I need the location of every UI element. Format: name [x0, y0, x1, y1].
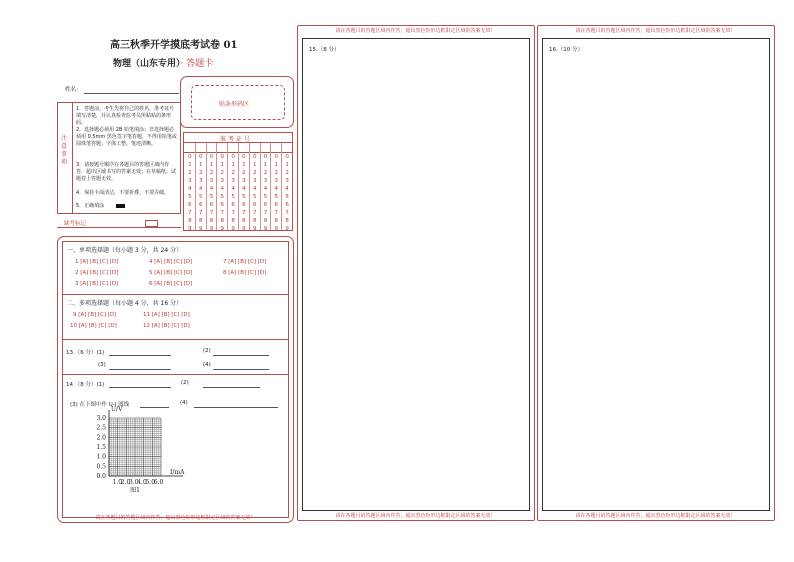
exam-column-divider [281, 143, 282, 230]
exam-digit[interactable]: 6 [231, 202, 235, 208]
exam-digit[interactable]: 9 [198, 226, 203, 232]
section2-title: 二、多项选择题（每小题 4 分，共 16 分） [67, 300, 183, 307]
exam-digit[interactable]: 9 [285, 226, 289, 232]
exam-digit[interactable]: 5 [188, 194, 192, 200]
exam-digit[interactable]: 8 [263, 218, 268, 224]
exam-digit[interactable]: 2 [220, 170, 225, 176]
exam-digit[interactable]: 0 [252, 154, 257, 160]
exam-digit[interactable]: 8 [242, 218, 246, 224]
notice-side-label: 注意事项 [61, 135, 68, 166]
notice-item-3: 3．请按题号顺序在各题目的答题区域内作答，超出区域书写的答案无效；在草稿纸、试题卷上答题无效。 [76, 162, 177, 182]
exam-digit[interactable]: 3 [263, 178, 268, 184]
exam-digit[interactable]: 9 [263, 226, 268, 232]
exam-digit-column-6[interactable] [239, 153, 249, 233]
exam-digit-column-4[interactable] [217, 153, 227, 233]
exam-column-divider [206, 143, 207, 230]
x-tick-label: 2.0 [120, 479, 131, 486]
exam-digit[interactable]: 7 [209, 210, 214, 216]
exam-digit[interactable]: 5 [209, 194, 214, 200]
exam-digit[interactable]: 5 [198, 194, 203, 200]
exam-digit-column-3[interactable] [207, 153, 217, 233]
exam-digit[interactable]: 4 [209, 186, 214, 192]
warning-left-bottom: 请在各题目的答题区域内作答，超出黑色矩形边框限定区域的答案无效！ [95, 515, 256, 521]
exam-digit[interactable]: 9 [209, 226, 214, 232]
exam-digit[interactable]: 6 [252, 202, 257, 208]
q14-label: 14.（8 分）(1) [66, 382, 105, 388]
exam-digit[interactable]: 0 [198, 154, 203, 160]
multi-choice-section [62, 294, 289, 340]
q13-part2-label: (2) [203, 348, 211, 354]
subtitle-subject: 物理（山东专用） [113, 59, 181, 69]
exam-digit[interactable]: 5 [285, 194, 289, 200]
barcode-area [191, 85, 285, 120]
exam-digit[interactable]: 7 [231, 210, 235, 216]
x-tick-label: 6.0 [153, 479, 164, 486]
warning-right-bottom: 请在各题目的答题区域内作答，超出黑色矩形边框限定区域的答案无效！ [575, 513, 736, 519]
name-field[interactable] [84, 93, 179, 94]
exam-digit[interactable]: 4 [285, 186, 289, 192]
barcode-area-frame [180, 76, 294, 128]
q14-part3-label: (3) 在下图中作 U-I 图线 [70, 402, 130, 408]
exam-number-box [183, 132, 293, 231]
exam-digit[interactable]: 3 [220, 178, 225, 184]
exam-number-label: 准考证号 [220, 136, 253, 143]
warning-right-top: 请在各题目的答题区域内作答，超出黑色矩形边框限定区域的答案无效！ [575, 28, 736, 34]
q15-inner-box[interactable] [302, 38, 530, 511]
q13-label: 13.（6 分）(1) [66, 350, 105, 356]
exam-digit[interactable]: 2 [242, 170, 246, 176]
exam-digit[interactable]: 9 [220, 226, 225, 232]
exam-digit[interactable]: 6 [274, 202, 279, 208]
absent-mark-label: 缺考标记 [64, 221, 87, 227]
page-subtitle [113, 56, 213, 69]
graph-caption: 图1 [130, 487, 140, 494]
exam-digit[interactable]: 7 [252, 210, 257, 216]
exam-digit[interactable]: 8 [274, 218, 279, 224]
answer-choice-7[interactable]: 7 [A] [B] [C] [D] [223, 259, 267, 265]
section1-title: 一、单项选择题（每小题 3 分，共 24 分） [67, 247, 183, 254]
exam-digit[interactable]: 1 [188, 162, 192, 168]
exam-digit[interactable]: 8 [231, 218, 235, 224]
exam-digit[interactable]: 1 [285, 162, 289, 168]
exam-digit[interactable]: 6 [188, 202, 192, 208]
exam-digit[interactable]: 9 [231, 226, 235, 232]
exam-digit[interactable]: 3 [252, 178, 257, 184]
y-tick-label: 2.5 [96, 424, 106, 432]
q14-answer-4[interactable] [194, 407, 278, 408]
x-tick-label: 4.0 [137, 479, 147, 486]
q14-part2-label: (2) [181, 380, 189, 386]
q14-section [62, 374, 289, 518]
exam-digit[interactable]: 0 [220, 154, 225, 160]
exam-digit[interactable]: 4 [220, 186, 225, 192]
exam-digit[interactable]: 9 [242, 226, 246, 232]
exam-column-divider [195, 143, 196, 230]
exam-digit[interactable]: 5 [220, 194, 225, 200]
exam-digit[interactable]: 5 [242, 194, 246, 200]
q13-answer-4[interactable] [213, 369, 269, 370]
notice-item-1: 1．答题前，考生先将自己的姓名、准考证号填写清楚，并认真检查监考员所粘贴的条形码。 [76, 106, 175, 126]
exam-digit[interactable]: 7 [263, 210, 268, 216]
answer-choice-1[interactable]: 1 [A] [B] [C] [D] [75, 259, 119, 265]
exam-digit[interactable]: 4 [231, 186, 235, 192]
single-choice-section [62, 241, 289, 295]
exam-digit[interactable]: 2 [285, 170, 289, 176]
answer-choice-12[interactable]: 12 [A] [B] [C] [D] [143, 323, 190, 329]
answer-choice-10[interactable]: 10 [A] [B] [C] [D] [70, 323, 117, 329]
exam-digit[interactable]: 6 [198, 202, 203, 208]
exam-digit[interactable]: 0 [274, 154, 279, 160]
q13-part3-label: (3) [98, 362, 106, 368]
exam-digit[interactable]: 6 [263, 202, 268, 208]
exam-digit[interactable]: 0 [231, 154, 235, 160]
exam-digit-column-7[interactable] [250, 153, 260, 233]
q13-section [62, 339, 289, 375]
exam-digit[interactable]: 8 [220, 218, 225, 224]
q13-part4-label: (4) [203, 362, 211, 368]
exam-digit[interactable]: 5 [263, 194, 268, 200]
exam-digit[interactable]: 2 [252, 170, 257, 176]
answer-choice-4[interactable]: 4 [A] [B] [C] [D] [149, 259, 193, 265]
exam-digit-column-9[interactable] [271, 153, 281, 233]
exam-digit[interactable]: 8 [285, 218, 289, 224]
exam-digit[interactable]: 4 [188, 186, 192, 192]
q14-answer-1[interactable] [109, 387, 171, 388]
exam-column-divider [227, 143, 228, 230]
notice-item-4: 4．保持卡面清洁，不要折叠、不要弄破。 [76, 190, 170, 196]
exam-digit[interactable]: 3 [274, 178, 279, 184]
exam-digit[interactable]: 1 [231, 162, 235, 168]
exam-digit[interactable]: 2 [263, 170, 268, 176]
exam-digit[interactable]: 7 [242, 210, 246, 216]
exam-digit[interactable]: 2 [209, 170, 214, 176]
exam-column-divider [270, 143, 271, 230]
exam-digit-column-8[interactable] [261, 153, 271, 233]
exam-digit[interactable]: 1 [274, 162, 279, 168]
filled-mark-sample [116, 204, 125, 208]
exam-digit[interactable]: 1 [263, 162, 268, 168]
exam-digit[interactable]: 0 [285, 154, 289, 160]
exam-digit[interactable]: 6 [285, 202, 289, 208]
q13-answer-3[interactable] [109, 369, 171, 370]
exam-digit[interactable]: 1 [220, 162, 225, 168]
exam-digit[interactable]: 8 [252, 218, 257, 224]
exam-digit-column-10[interactable] [282, 153, 292, 233]
exam-digit[interactable]: 4 [252, 186, 257, 192]
answer-choice-9[interactable]: 9 [A] [B] [C] [D] [73, 312, 117, 318]
exam-digit-column-5[interactable] [228, 153, 238, 233]
y-tick-label: 3.0 [96, 415, 106, 422]
q14-answer-3[interactable] [140, 407, 169, 408]
exam-digit[interactable]: 3 [285, 178, 289, 184]
exam-digit[interactable]: 7 [188, 210, 192, 216]
exam-digit[interactable]: 7 [220, 210, 225, 216]
exam-digit[interactable]: 5 [252, 194, 257, 200]
y-tick-label: 1.0 [96, 453, 106, 461]
answer-choice-6[interactable]: 6 [A] [B] [C] [D] [149, 281, 193, 287]
warning-mid-bottom: 请在各题目的答题区域内作答，超出黑色矩形边框限定区域的答案无效！ [335, 513, 496, 519]
notice-box [57, 102, 181, 214]
exam-column-divider [260, 143, 261, 230]
barcode-label: 贴条形码区 [219, 101, 250, 108]
exam-digit[interactable]: 0 [188, 154, 192, 160]
exam-digit[interactable]: 1 [242, 162, 246, 168]
y-axis-label: U/V [111, 406, 123, 413]
answer-choice-8[interactable]: 8 [A] [B] [C] [D] [223, 270, 267, 276]
exam-digit[interactable]: 4 [263, 186, 268, 192]
exam-digit[interactable]: 0 [242, 154, 246, 160]
exam-digit[interactable]: 6 [242, 202, 246, 208]
q14-part4-label: (4) [180, 400, 188, 406]
exam-digit[interactable]: 2 [188, 170, 192, 176]
exam-column-divider [216, 143, 217, 230]
answer-choice-5[interactable]: 5 [A] [B] [C] [D] [149, 270, 193, 276]
u-i-graph[interactable] [69, 406, 209, 510]
q16-label: 16.（10 分） [549, 47, 583, 53]
notice-item-5: 5．正确填涂 [76, 203, 105, 209]
graph-ticks [96, 406, 185, 494]
exam-digit[interactable]: 1 [252, 162, 257, 168]
y-tick-label: 0.0 [96, 473, 106, 480]
exam-digit[interactable]: 4 [274, 186, 279, 192]
warning-mid-top: 请在各题目的答题区域内作答，超出黑色矩形边框限定区域的答案无效！ [335, 28, 496, 34]
exam-digit[interactable]: 7 [274, 210, 279, 216]
exam-digit[interactable]: 9 [274, 226, 279, 232]
exam-digit[interactable]: 3 [209, 178, 214, 184]
exam-digit[interactable]: 3 [231, 178, 235, 184]
exam-digit[interactable]: 8 [209, 218, 214, 224]
answer-frame-q16 [537, 25, 775, 521]
subtitle-answer-card: · 答题卡 [180, 59, 214, 69]
exam-digit[interactable]: 0 [209, 154, 214, 160]
exam-digit[interactable]: 3 [188, 178, 192, 184]
y-tick-label: 2.0 [96, 434, 106, 442]
x-tick-label: 3.0 [128, 479, 139, 486]
absent-mark-box[interactable] [145, 220, 158, 227]
q14-answer-2[interactable] [203, 387, 260, 388]
exam-digit[interactable]: 2 [274, 170, 279, 176]
exam-digit[interactable]: 3 [242, 178, 246, 184]
exam-digit[interactable]: 9 [188, 226, 192, 232]
answer-frame-q15 [297, 25, 535, 521]
exam-digit[interactable]: 5 [274, 194, 279, 200]
exam-digit[interactable]: 2 [198, 170, 203, 176]
answer-choice-2[interactable]: 2 [A] [B] [C] [D] [75, 270, 119, 276]
x-tick-label: 5.0 [145, 479, 156, 486]
exam-digit[interactable]: 1 [198, 162, 203, 168]
exam-digit[interactable]: 4 [198, 186, 203, 192]
absent-divider [57, 227, 181, 228]
exam-digit-column-2[interactable] [196, 153, 206, 233]
exam-digit[interactable]: 7 [198, 210, 203, 216]
notice-divider [72, 103, 73, 213]
exam-digit[interactable]: 6 [209, 202, 214, 208]
answer-choice-3[interactable]: 3 [A] [B] [C] [D] [75, 281, 119, 287]
answer-frame-left [57, 236, 294, 523]
notice-item-2: 2．选择题必须用 2B 铅笔填涂；非选择题必须用 0.5mm 黑色签字笔答题，不得用铅笔或圆珠笔答题；字体工整、笔迹清晰。 [76, 127, 177, 147]
exam-digit[interactable]: 1 [209, 162, 214, 168]
exam-digit[interactable]: 0 [263, 154, 268, 160]
exam-column-divider [249, 143, 250, 230]
exam-digit[interactable]: 6 [220, 202, 225, 208]
q13-answer-2[interactable] [213, 355, 269, 356]
exam-digit[interactable]: 8 [188, 218, 192, 224]
y-tick-label: 1.5 [96, 444, 106, 451]
q15-label: 15.（8 分） [309, 47, 340, 53]
exam-digit[interactable]: 5 [231, 194, 235, 200]
exam-digit[interactable]: 9 [252, 226, 257, 232]
q13-answer-1[interactable] [109, 355, 171, 356]
graph-grid [109, 418, 161, 476]
x-tick-label: 1.0 [112, 479, 123, 486]
x-axis-label: I/mA [170, 469, 185, 476]
exam-digit[interactable]: 8 [198, 218, 203, 224]
name-label: 姓名： [65, 87, 82, 93]
answer-choice-11[interactable]: 11 [A] [B] [C] [D] [143, 312, 190, 318]
page-title: 高三秋季开学摸底考试卷 01 [110, 40, 238, 51]
exam-digit[interactable]: 3 [198, 178, 203, 184]
exam-column-divider [238, 143, 239, 230]
exam-digit-column-1[interactable] [185, 153, 195, 233]
exam-digit[interactable]: 7 [285, 210, 289, 216]
q16-inner-box[interactable] [542, 38, 770, 511]
exam-digit[interactable]: 4 [242, 186, 246, 192]
exam-digit[interactable]: 2 [231, 170, 235, 176]
y-tick-label: 0.5 [96, 463, 106, 471]
